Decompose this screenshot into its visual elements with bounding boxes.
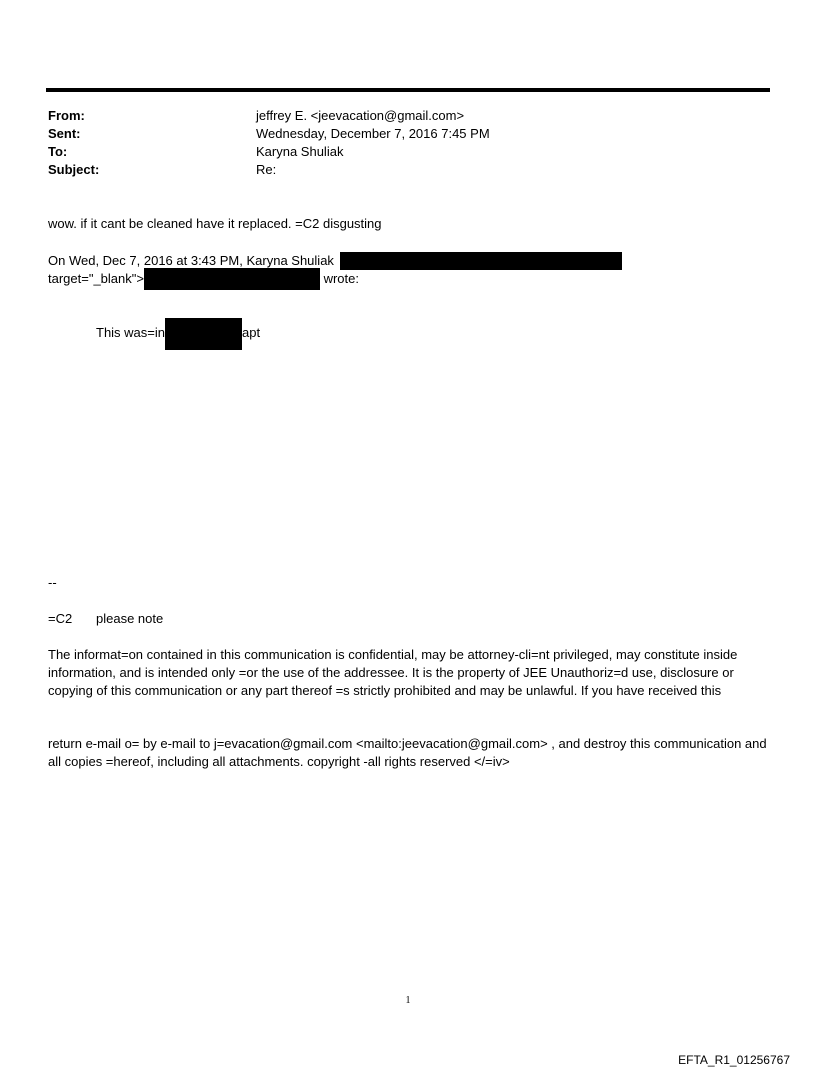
note-text: please note <box>96 611 164 626</box>
subject-value: Re: <box>256 162 277 177</box>
disclaimer-paragraph-2: return e-mail o= by e-mail to j=evacation@gmail.com <mailto:jeevacation@gmail.com> , and destroy this communication and all copies =hereof, including all attachments. copyright -all rights reserved </=iv> <box>48 736 767 769</box>
subject-label: Subject: <box>48 162 100 177</box>
redaction-block <box>165 318 242 350</box>
quoted-message <box>96 324 260 350</box>
quoted-after: apt <box>242 325 261 340</box>
page-number: 1 <box>405 995 411 1006</box>
to-value: Karyna Shuliak <box>256 144 344 159</box>
quote-wrote: wrote: <box>323 271 359 286</box>
disclaimer-paragraph-1: The informat=on contained in this communication is confidential, may be attorney-cli=nt privileged, may constitute inside information, and is intended only =or the use of the addressee. It is the property of JEE Unauthoriz=d use, disclosure or copying of this communication or any part thereof =s strictly prohibited and may be unlawful. If you have received this <box>48 647 738 698</box>
to-label: To: <box>48 144 68 159</box>
sent-label: Sent: <box>48 126 81 141</box>
redaction-block <box>340 252 622 270</box>
quote-target-line <box>48 270 359 290</box>
note-prefix: =C2 <box>48 611 73 626</box>
header-rule <box>46 88 770 92</box>
redaction-block <box>144 268 320 290</box>
subject-row <box>48 161 490 179</box>
sent-row <box>48 125 490 143</box>
from-row <box>48 107 490 125</box>
email-header <box>48 107 490 179</box>
bates-number: EFTA_R1_01256767 <box>678 1053 790 1067</box>
sent-value: Wednesday, December 7, 2016 7:45 PM <box>256 126 490 141</box>
note-line <box>48 610 163 628</box>
quote-intro-line <box>48 252 622 270</box>
reply-line: wow. if it cant be cleaned have it replaced. =C2 disgusting <box>48 216 382 231</box>
quote-target: target="_blank"> <box>48 271 144 286</box>
to-row <box>48 143 490 161</box>
from-label: From: <box>48 108 85 123</box>
from-value: jeffrey E. <jeevacation@gmail.com> <box>256 108 465 123</box>
signature-dash: -- <box>48 575 57 590</box>
quoted-before: This was=in <box>96 325 165 340</box>
quote-intro: On Wed, Dec 7, 2016 at 3:43 PM, Karyna Shuliak <box>48 253 334 268</box>
